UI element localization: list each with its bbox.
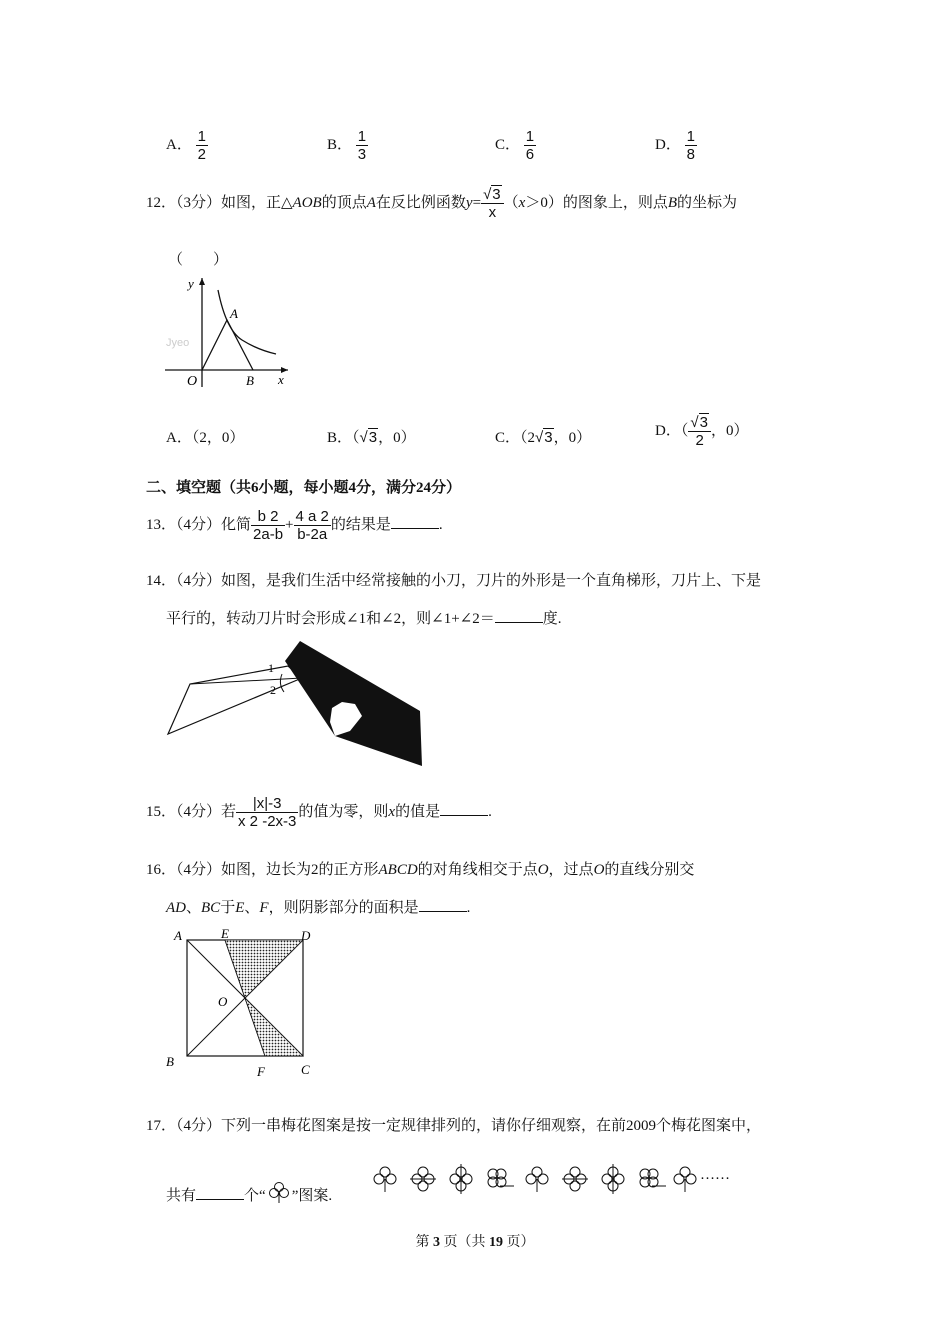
flower-4: [488, 1169, 514, 1187]
text: 的值为零，则: [298, 804, 389, 821]
radicand: 3: [699, 414, 708, 431]
text: （: [503, 195, 519, 212]
text: 在反比例函数: [375, 195, 466, 212]
triangle-aob: [202, 320, 253, 370]
italic-text: A: [366, 195, 376, 212]
q16-line1: [146, 858, 694, 879]
text: 的坐标为: [677, 195, 738, 212]
option-letter: A．: [166, 430, 192, 446]
page-number: 3: [433, 1235, 440, 1250]
option-letter: C．: [495, 137, 521, 154]
watermark: Jyeo: [166, 337, 190, 349]
plum-flower-icon: [266, 1180, 292, 1204]
flower-5: [526, 1167, 548, 1192]
text: .: [466, 900, 471, 916]
option-text: （2，0）: [191, 430, 245, 446]
radicand: 3: [492, 186, 501, 203]
fraction-den: b-2a: [297, 526, 328, 544]
fraction: [196, 128, 208, 164]
q17-flower-sequence: [370, 1162, 700, 1196]
text: 平行的，转动刀片时会形成∠1和∠2，则∠1+∠2＝: [166, 611, 495, 627]
text: 的值是: [395, 804, 441, 821]
label-o: O: [218, 994, 228, 1009]
fraction-num: 1: [357, 128, 367, 145]
italic-text: y: [465, 195, 473, 212]
text: ，则阴影部分的面积是: [268, 900, 419, 916]
label-x: x: [278, 372, 284, 387]
q15-stem: [146, 795, 492, 831]
q16-line2: [166, 896, 470, 917]
fraction: [294, 508, 331, 544]
q11-option-a: [166, 128, 208, 164]
text: 的对角线相交于点: [417, 862, 538, 878]
fraction-den: 6: [525, 146, 535, 164]
fraction: [356, 128, 368, 164]
fraction-den: 3: [357, 146, 367, 164]
italic-text: x: [518, 195, 526, 212]
q16-square-figure: [160, 922, 330, 1082]
option-letter: D．: [655, 423, 681, 440]
fraction-num: 1: [686, 128, 695, 145]
q17-line2: [166, 1180, 332, 1205]
knife-handle-outline: [168, 666, 302, 734]
option-letter: B．: [327, 137, 353, 154]
sqrt: √3: [359, 429, 378, 446]
angle1-label: 1: [268, 661, 274, 675]
italic-text: ABCD: [378, 862, 418, 878]
answer-blank[interactable]: [440, 801, 488, 816]
text: 页（共: [440, 1235, 489, 1250]
text: 个“: [244, 1188, 266, 1204]
flower-6: [562, 1167, 588, 1191]
fraction-den: 8: [686, 146, 695, 164]
angle1-arc: [280, 674, 284, 692]
shaded-region-bottom: [245, 998, 303, 1056]
angle2-label: 2: [270, 683, 276, 697]
fraction: [688, 414, 711, 450]
q12-answer-paren: （ ）: [168, 252, 229, 268]
italic-text: F: [259, 900, 269, 916]
section-heading: 二、填空题（共6小题，每小题4分，满分24分）: [146, 480, 462, 496]
italic-text: AD: [166, 900, 186, 916]
fraction-num: 4 a 2: [295, 508, 329, 525]
fraction-num: |x|-3: [236, 795, 298, 813]
label-y: y: [188, 276, 194, 291]
text: 的顶点: [321, 195, 367, 212]
fraction-den: 2: [695, 432, 704, 450]
text: 16．（4分）如图，边长为2的正方形: [146, 862, 379, 878]
italic-text: B: [667, 195, 678, 212]
q13-stem: [146, 508, 443, 544]
label-b: B: [166, 1054, 174, 1069]
y-axis-arrow: [199, 278, 205, 285]
option-text: （: [680, 423, 689, 440]
text: =: [472, 195, 482, 212]
flower-1: [374, 1167, 396, 1192]
italic-text: O: [593, 862, 605, 878]
answer-blank[interactable]: [196, 1185, 244, 1200]
page-footer: [0, 1231, 950, 1251]
fraction-num: 1: [525, 128, 535, 145]
label-b: B: [246, 373, 254, 388]
option-text: （: [352, 430, 360, 446]
option-text: （2: [520, 430, 536, 446]
text: 、: [186, 900, 202, 916]
text: 的结果是: [330, 517, 391, 534]
italic-text: AOB: [292, 195, 322, 212]
italic-text: O: [537, 862, 549, 878]
text: .: [488, 804, 492, 821]
flower-9: [674, 1167, 696, 1192]
fraction-den: x: [488, 204, 497, 222]
text: 15．（4分）若: [146, 804, 237, 821]
fraction-den: 2: [197, 146, 206, 164]
label-c: C: [301, 1062, 310, 1077]
text: 13．（4分）化简: [146, 517, 252, 534]
fraction: [524, 128, 536, 164]
flower-8: [640, 1169, 666, 1187]
knife-blade: [285, 641, 422, 766]
q14-line2: [166, 607, 562, 628]
option-text: ，0）: [710, 423, 749, 440]
label-a: A: [230, 306, 238, 321]
page-total: 19: [489, 1235, 503, 1250]
q14-knife-figure: [160, 636, 430, 771]
label-e: E: [221, 926, 229, 941]
q12-option-c: [495, 426, 591, 447]
label-a: A: [174, 928, 182, 943]
flower-3: [450, 1164, 472, 1194]
q12-option-b: [327, 426, 416, 447]
fraction-num: 1: [197, 128, 206, 145]
fraction-num: √3: [688, 414, 711, 432]
italic-text: x: [388, 804, 396, 821]
label-o: O: [187, 374, 198, 389]
text: 第: [415, 1235, 433, 1250]
fraction: [251, 508, 285, 544]
option-text: ，0）: [378, 430, 416, 446]
q11-option-d: [655, 128, 697, 164]
q14-line1: 14．（4分）如图，是我们生活中经常接触的小刀，刀片的外形是一个直角梯形，刀片上、下是: [146, 573, 762, 589]
radicand: 3: [544, 429, 553, 446]
text: 的直线分别交: [604, 862, 695, 878]
option-text: ，0）: [553, 430, 592, 446]
label-d: D: [301, 928, 311, 943]
text: ”图案.: [291, 1188, 333, 1204]
fraction: [236, 795, 298, 831]
option-letter: B．: [327, 430, 353, 446]
option-letter: D．: [655, 137, 681, 154]
answer-blank[interactable]: [391, 514, 439, 529]
fraction-den: x 2 -2x-3: [238, 813, 297, 831]
answer-blank[interactable]: [419, 897, 467, 912]
fraction-den: 2a-b: [253, 526, 284, 544]
flower-7: [602, 1164, 624, 1194]
text: 、: [244, 900, 260, 916]
text: ＞0）的图象上，则点: [525, 195, 668, 212]
text: 共有: [166, 1188, 197, 1204]
text: +: [285, 517, 294, 534]
text: 于: [220, 900, 236, 916]
italic-text: BC: [201, 900, 221, 916]
radicand: 3: [368, 429, 378, 446]
sqrt: √3: [535, 429, 553, 446]
q11-option-b: [327, 128, 368, 164]
q12-stem: [146, 186, 737, 222]
option-letter: C．: [495, 430, 521, 446]
q12-figure: [160, 272, 300, 392]
italic-text: E: [235, 900, 245, 916]
fraction-num: b 2: [251, 508, 285, 526]
q12-option-d: [655, 414, 748, 450]
q11-option-c: [495, 128, 536, 164]
q12-option-a: [166, 426, 244, 447]
text: 12．（3分）如图，正△: [146, 195, 293, 212]
text: 页）: [503, 1235, 535, 1250]
fraction-num: √3: [481, 186, 504, 204]
text: .: [438, 517, 443, 534]
flower-2: [410, 1167, 436, 1191]
text: ，过点: [548, 862, 594, 878]
label-f: F: [257, 1064, 265, 1079]
option-letter: A．: [166, 137, 192, 154]
fraction: [685, 128, 697, 164]
q17-line1: 17．（4分）下列一串梅花图案是按一定规律排列的，请你仔细观察，在前2009个梅花图案中，: [146, 1118, 762, 1134]
answer-blank[interactable]: [495, 608, 543, 623]
text: 度.: [542, 611, 562, 627]
q17-ellipsis: ……: [700, 1167, 730, 1183]
fraction: [481, 186, 504, 222]
